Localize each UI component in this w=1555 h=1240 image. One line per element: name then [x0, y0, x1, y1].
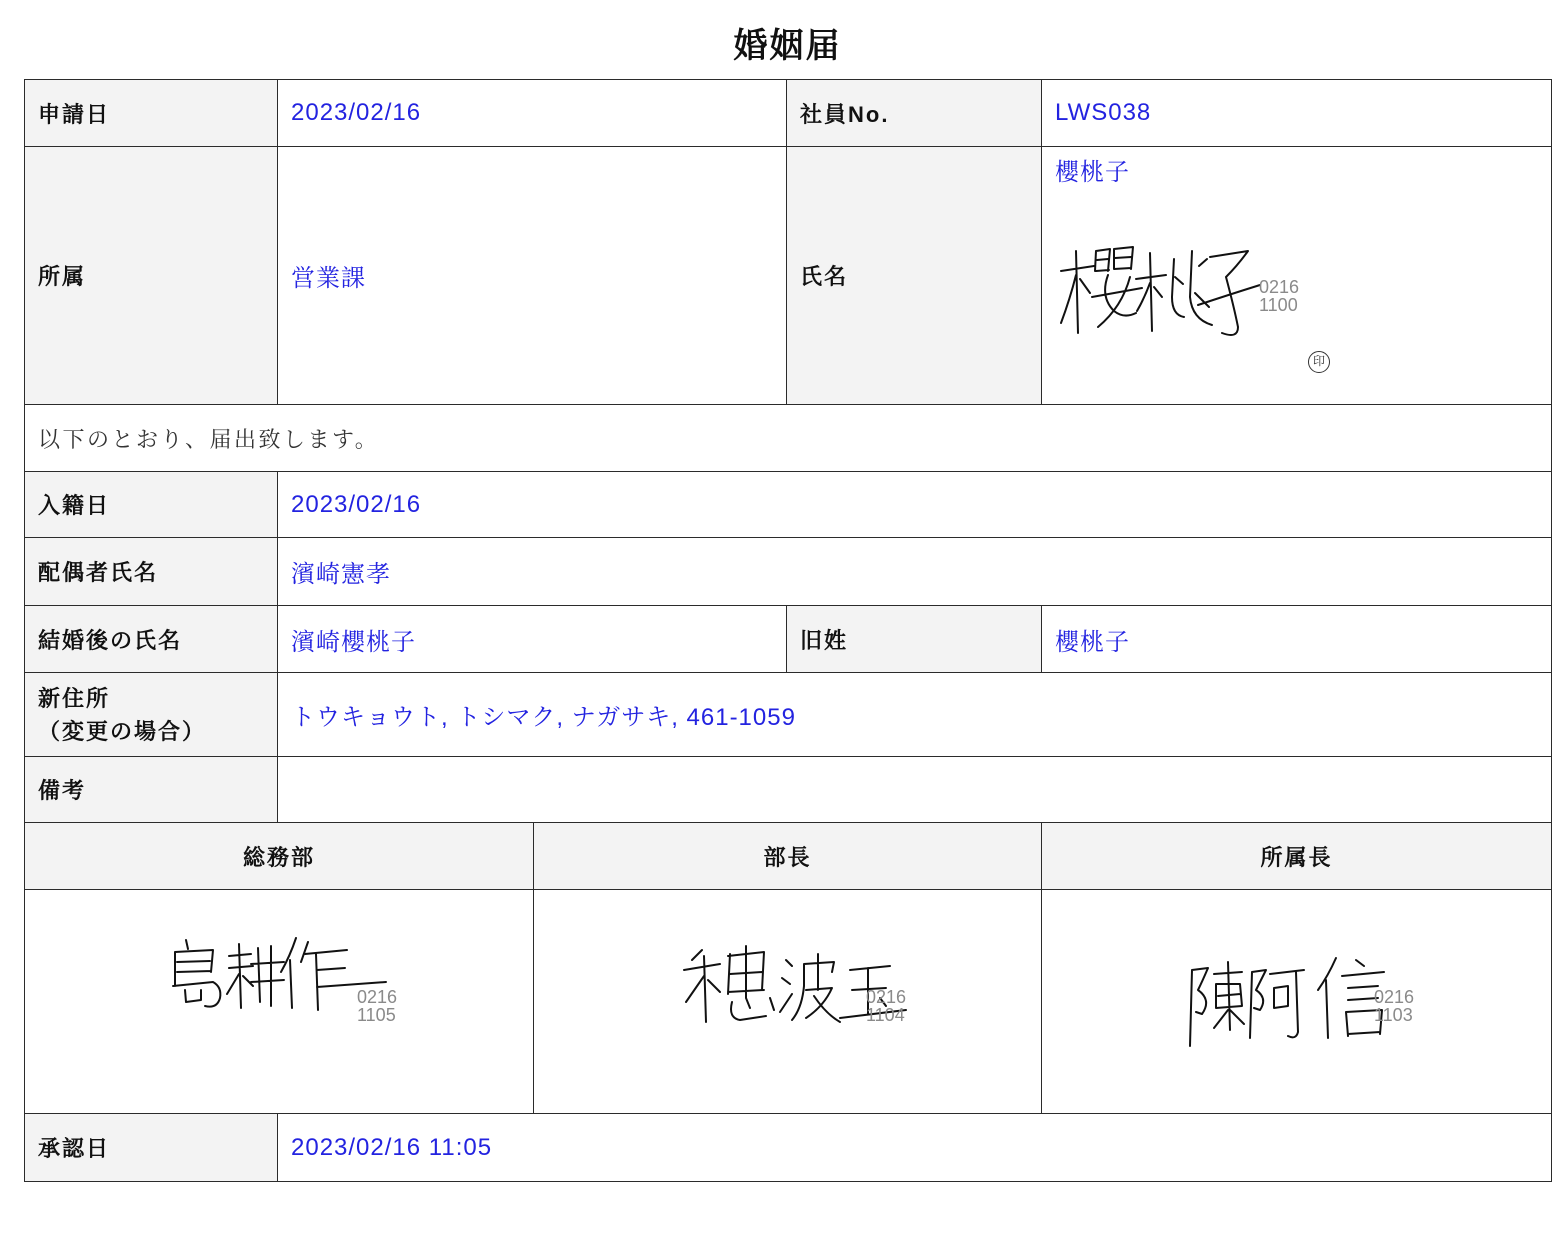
applicant-signature	[1042, 147, 1551, 402]
marriage-notification-form	[24, 79, 1552, 1182]
timestamp-stamp	[866, 988, 906, 1024]
signature-glyph	[1250, 970, 1304, 1038]
approval-date-label: 承認日	[25, 1114, 278, 1182]
applicant-timestamp-stamp	[1259, 278, 1299, 314]
approver-signature-cell-section-head	[1042, 890, 1552, 1114]
signature-glyph	[227, 944, 284, 1008]
signature-glyph	[684, 946, 774, 1022]
applicant-name-cell	[1042, 147, 1552, 405]
signature-glyph	[1136, 251, 1212, 331]
signature-glyph	[1061, 247, 1142, 333]
department-value: 営業課	[278, 147, 787, 405]
application-date-label: 申請日	[25, 80, 278, 147]
signature-area	[25, 890, 533, 1112]
employee-no-label: 社員No.	[787, 80, 1042, 147]
employee-no-value: LWS038	[1042, 80, 1552, 147]
seal-mark: 印	[1308, 351, 1330, 373]
approval-date-value: 2023/02/16 11:05	[278, 1114, 1552, 1182]
form-title: 婚姻届	[733, 27, 842, 65]
stamp-date: 0216	[1259, 277, 1300, 297]
row-department-name	[25, 147, 1552, 405]
approver-signature	[25, 890, 533, 1112]
applicant-name-label: 氏名	[787, 147, 1042, 405]
signature-area	[1042, 890, 1551, 1112]
row-married-name	[25, 606, 1552, 673]
married-name-value: 濱崎櫻桃子	[278, 606, 787, 673]
row-approval-signatures	[25, 890, 1552, 1114]
applicant-name-value: 櫻桃子	[1055, 159, 1130, 186]
application-date-value: 2023/02/16	[278, 80, 787, 147]
registration-date-value: 2023/02/16	[278, 472, 1552, 538]
signature-area	[534, 890, 1041, 1112]
new-address-label-note: （変更の場合）	[38, 718, 207, 744]
stamp-time: 1103	[1374, 1005, 1413, 1025]
row-approval-date	[25, 1114, 1552, 1182]
approver-signature-cell-general-affairs	[25, 890, 534, 1114]
stamp-date: 0216	[866, 987, 907, 1007]
row-spouse-name	[25, 538, 1552, 606]
stamp-date: 0216	[357, 987, 398, 1007]
timestamp-stamp	[1374, 988, 1414, 1024]
approver-signature	[1042, 890, 1551, 1112]
maiden-name-label: 旧姓	[787, 606, 1042, 673]
stamp-time: 1100	[1259, 295, 1298, 315]
stamp-date: 0216	[1374, 987, 1415, 1007]
married-name-label: 結婚後の氏名	[25, 606, 278, 673]
approver-signature	[534, 890, 1041, 1112]
remarks-label: 備考	[25, 757, 278, 823]
row-new-address	[25, 673, 1552, 757]
remarks-value	[278, 757, 1552, 823]
signature-glyph	[780, 954, 840, 1022]
new-address-label-title: 新住所	[38, 685, 111, 711]
spouse-name-value: 濱崎憲孝	[278, 538, 1552, 606]
spouse-name-label: 配偶者氏名	[25, 538, 278, 606]
declaration-text: 以下のとおり、届出致します。	[25, 405, 1552, 472]
row-registration-date	[25, 472, 1552, 538]
timestamp-stamp	[357, 988, 397, 1024]
stamp-time: 1104	[866, 1005, 905, 1025]
maiden-name-value: 櫻桃子	[1042, 606, 1552, 673]
row-declaration	[25, 405, 1552, 472]
department-label: 所属	[25, 147, 278, 405]
signature-glyph	[1190, 962, 1244, 1046]
new-address-label	[25, 673, 278, 757]
registration-date-label: 入籍日	[25, 472, 278, 538]
stamp-time: 1105	[357, 1005, 396, 1025]
approver-header-manager: 部長	[534, 823, 1042, 890]
signature-glyph	[173, 940, 220, 1007]
approver-header-section-head: 所属長	[1042, 823, 1552, 890]
approver-header-general-affairs: 総務部	[25, 823, 534, 890]
row-application-date	[25, 80, 1552, 147]
applicant-name-area	[1042, 147, 1551, 402]
new-address-value: トウキョウト, トシマク, ナガサキ, 461-1059	[278, 673, 1552, 757]
approver-signature-cell-manager	[534, 890, 1042, 1114]
row-approval-headers	[25, 823, 1552, 890]
row-remarks	[25, 757, 1552, 823]
